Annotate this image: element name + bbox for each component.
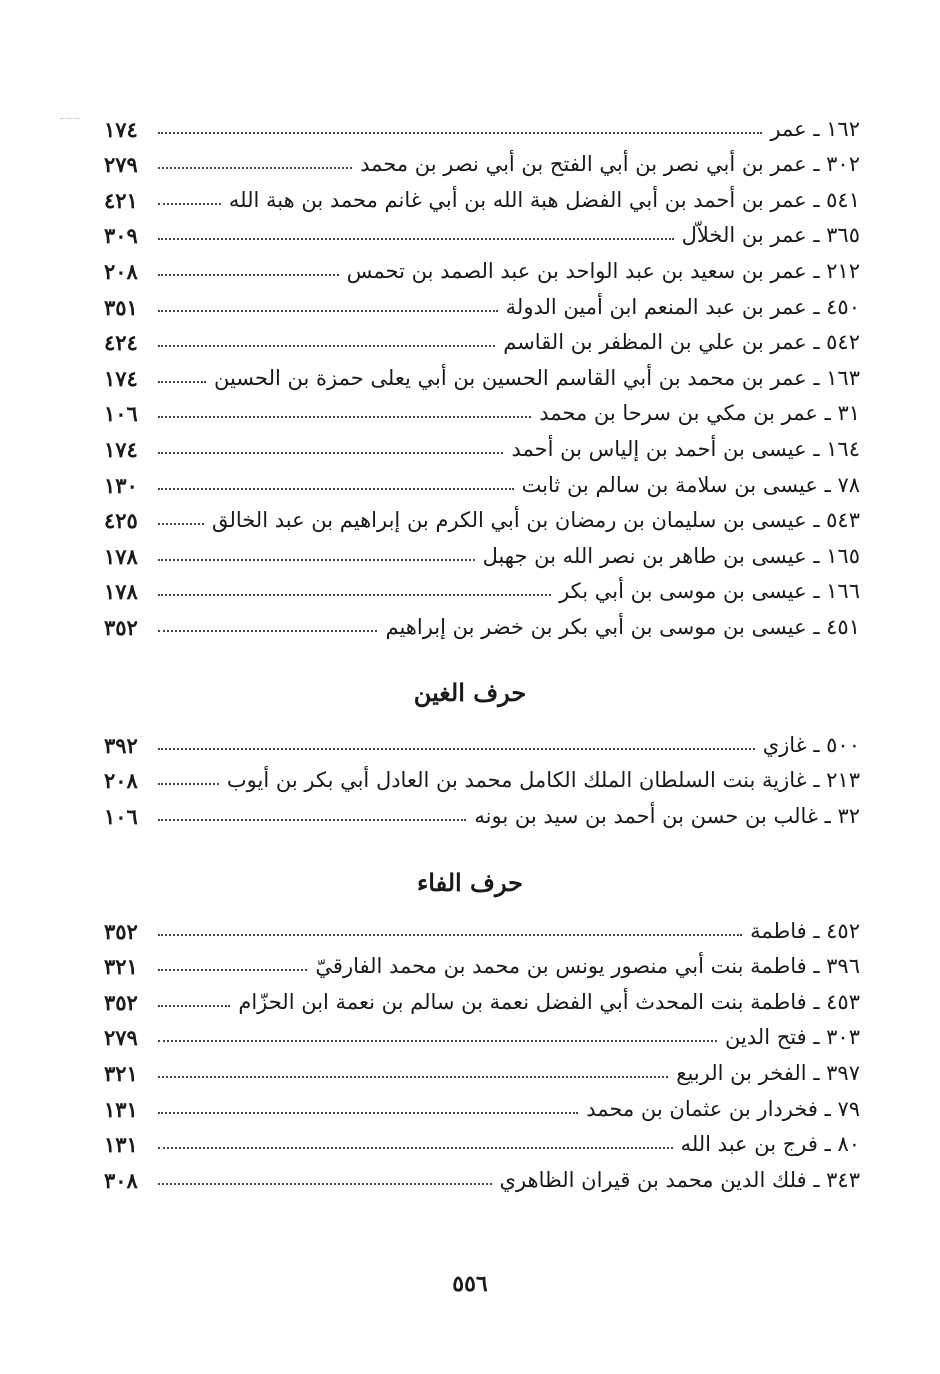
index-entry [104,460,860,496]
index-entry [104,906,860,942]
entry-name: ٥٤٣ ـ عيسى بن سليمان بن رمضان بن أبي الكرم بن إبراهيم بن عبد الخالق [211,508,860,533]
entry-name: ٥٤٢ ـ عمر بن علي بن المظفر بن القاسم [503,330,860,355]
index-entry [104,104,860,140]
leader-dots [158,488,514,490]
entry-name: ٣٢ ـ غالب بن حسن بن أحمد بن سيد بن بونه [474,803,860,828]
leader-dots [158,630,377,632]
index-entry [104,353,860,389]
leader-dots [158,1040,717,1042]
entry-page-number: ٢٧٩ [104,1025,138,1051]
index-entry [104,175,860,211]
entry-name: ١٦٤ ـ عيسى بن أحمد بن إلياس بن أحمد [511,436,860,461]
index-entry [104,602,860,638]
index-entry [104,567,860,603]
entry-page-number: ٣٠٩ [104,223,138,249]
index-section-ain [104,104,860,638]
entry-page-number: ١٧٨ [104,579,138,605]
entry-page-number: ١٧٨ [104,543,138,569]
index-section-ghayn [104,720,860,827]
entry-name: ٥٠٠ ـ غازي [762,732,860,757]
entry-page-number: ٢٧٩ [104,152,138,178]
entry-name: ١٦٣ ـ عمر بن محمد بن أبي القاسم الحسين بن أبي يعلى حمزة بن الحسين [213,365,860,390]
leader-dots [158,934,742,936]
leader-dots [158,310,498,312]
entry-page-number: ١٣٠ [104,472,138,498]
entry-page-number: ٣٢١ [104,954,138,980]
margin-mark [60,118,80,119]
leader-dots [158,274,339,276]
entry-page-number: ١٧٤ [104,365,138,391]
index-entry [104,389,860,425]
index-entry [104,942,860,978]
entry-page-number: ٣٥٢ [104,918,138,944]
entry-page-number: ١٠٦ [104,401,138,427]
entry-name: ٣٤٣ ـ فلك الدين محمد بن قيران الظاهري [499,1167,860,1192]
leader-dots [158,783,219,785]
leader-dots [158,452,503,454]
index-entry [104,756,860,792]
entry-name: ٢١٢ ـ عمر بن سعيد بن عبد الواحد بن عبد الصمد بن تحمس [346,258,860,283]
leader-dots [158,559,475,561]
index-entry [104,140,860,176]
leader-dots [158,416,531,418]
leader-dots [158,238,674,240]
entry-name: ٤٥٣ ـ فاطمة بنت المحدث أبي الفضل نعمة بن سالم بن نعمة ابن الحزّام [238,989,860,1014]
index-entry [104,791,860,827]
leader-dots [158,1005,230,1007]
entry-name: ٢١٣ ـ غازية بنت السلطان الملك الكامل محمد بن العادل أبي بكر بن أيوب [226,768,860,793]
index-entry [104,1013,860,1049]
leader-dots [158,594,551,596]
leader-dots [158,132,762,134]
entry-name: ١٦٢ ـ عمر [770,116,860,141]
index-entry [104,318,860,354]
entry-page-number: ١٧٤ [104,116,138,142]
index-entry [104,496,860,532]
index-entry [104,531,860,567]
entry-name: ٣٩٦ ـ فاطمة بنت أبي منصور يونس بن محمد بن محمد الفارقيّ [315,954,860,979]
leader-dots [158,969,307,971]
index-section-fa [104,906,860,1191]
index-entry [104,282,860,318]
entry-page-number: ٣٢١ [104,1060,138,1086]
leader-dots [158,381,206,383]
section-heading-fa: حرف الفاء [416,868,524,897]
entry-name: ١٦٥ ـ عيسى بن طاهر بن نصر الله بن جهبل [482,543,860,568]
entry-page-number: ٤٢١ [104,187,138,213]
index-entry [104,977,860,1013]
entry-page-number: ١٠٦ [104,803,138,829]
section-heading-ghayn: حرف الغين [413,678,527,707]
index-entry [104,1155,860,1191]
entry-page-number: ١٣١ [104,1132,138,1158]
entry-name: ٤٥١ ـ عيسى بن موسى بن أبي بكر بن خضر بن إبراهيم [385,614,860,639]
entry-name: ٧٩ ـ فخردار بن عثمان بن محمد [586,1096,860,1121]
entry-name: ١٦٦ ـ عيسى بن موسى بن أبي بكر [559,579,860,604]
index-entry [104,211,860,247]
entry-name: ٨٠ ـ فرج بن عبد الله [680,1132,860,1157]
entry-page-number: ٢٠٨ [104,768,138,794]
entry-page-number: ٤٢٤ [104,330,138,356]
entry-name: ٥٤١ ـ عمر بن أحمد بن أبي الفضل هبة الله بن أبي غانم محمد بن هبة الله [228,187,860,212]
leader-dots [158,1112,578,1114]
leader-dots [158,1147,673,1149]
index-entry [104,1048,860,1084]
entry-name: ٤٥٠ ـ عمر بن عبد المنعم ابن أمين الدولة [505,294,860,319]
entry-page-number: ٣٥٢ [104,989,138,1015]
leader-dots [158,167,352,169]
entry-name: ٣٠٢ ـ عمر بن أبي نصر بن أبي الفتح بن أبي نصر بن محمد [360,152,860,177]
entry-page-number: ١٧٤ [104,436,138,462]
leader-dots [158,345,495,347]
leader-dots [158,748,755,750]
entry-name: ٧٨ ـ عيسى بن سلامة بن سالم بن ثابت [521,472,860,497]
entry-page-number: ٣٥١ [104,294,138,320]
leader-dots [158,1183,492,1185]
leader-dots [158,1076,668,1078]
index-entry [104,424,860,460]
entry-name: ٣٩٧ ـ الفخر بن الربيع [676,1060,860,1085]
index-entry [104,1084,860,1120]
entry-page-number: ١٣١ [104,1096,138,1122]
leader-dots [158,523,204,525]
page-number: ٥٥٦ [452,1271,488,1297]
entry-name: ٣١ ـ عمر بن مكي بن سرحا بن محمد [539,401,860,426]
entry-page-number: ٣٠٨ [104,1167,138,1193]
index-entry [104,1120,860,1156]
entry-name: ٣٦٥ ـ عمر بن الخلاّل [681,223,860,248]
index-entry [104,246,860,282]
entry-page-number: ٢٠٨ [104,258,138,284]
leader-dots [158,203,221,205]
entry-page-number: ٤٢٥ [104,508,138,534]
entry-name: ٣٠٣ ـ فتح الدين [724,1025,860,1050]
index-entry [104,720,860,756]
entry-page-number: ٣٩٢ [104,732,138,758]
entry-page-number: ٣٥٢ [104,614,138,640]
entry-name: ٤٥٢ ـ فاطمة [750,918,860,943]
leader-dots [158,819,466,821]
